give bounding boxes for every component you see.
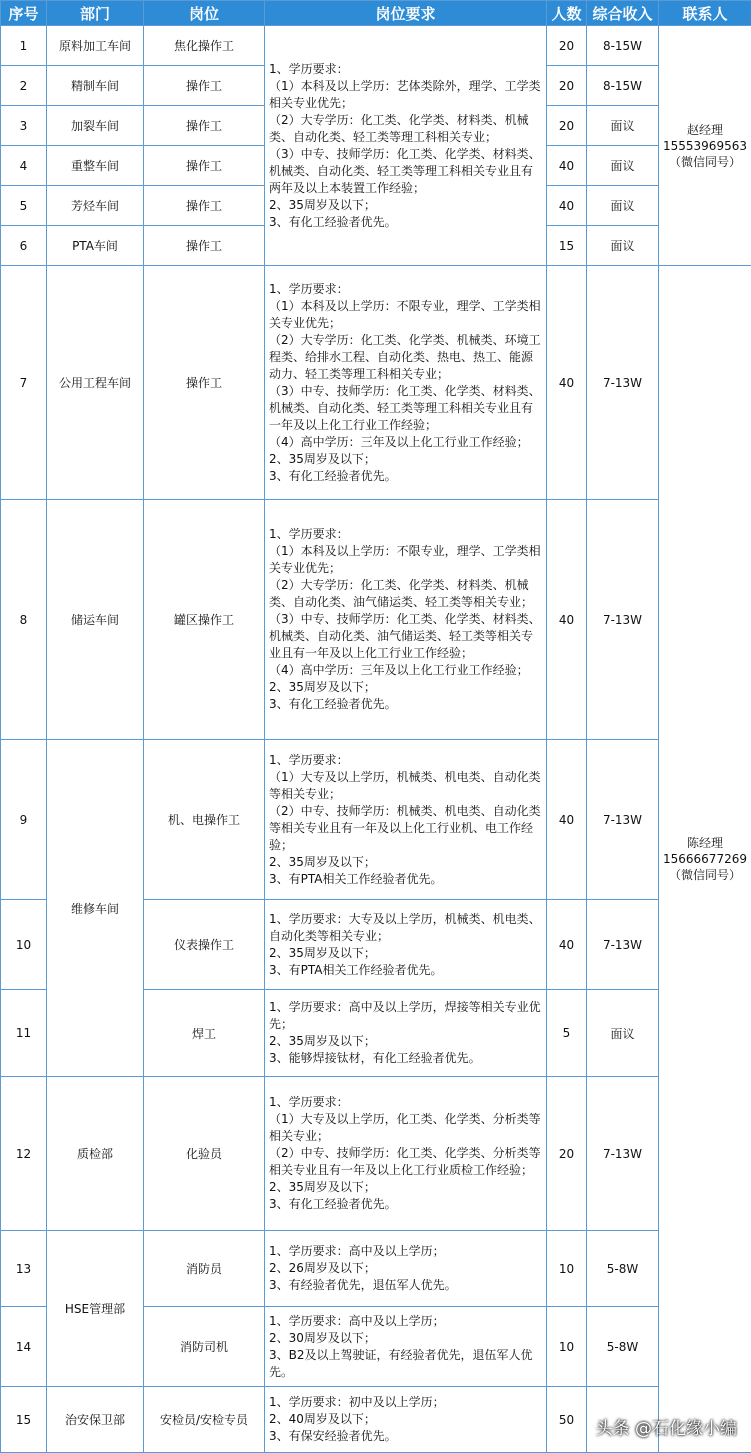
row-no: 8 <box>1 500 47 740</box>
row-count: 40 <box>547 740 587 900</box>
row-dept: PTA车间 <box>47 226 144 266</box>
row-no: 14 <box>1 1307 47 1387</box>
row-income: 7-13W <box>587 500 659 740</box>
table-row <box>1 1077 751 1231</box>
watermark-text: 头条 @石化缘小编 <box>595 1419 737 1439</box>
row-no: 6 <box>1 226 47 266</box>
row-requirements: 1、学历要求：高中及以上学历； 2、26周岁及以下； 3、有经验者优先，退伍军人优先。 <box>265 1231 547 1307</box>
row-dept: 维修车间 <box>47 740 144 1077</box>
row-income: 面议 <box>587 186 659 226</box>
row-post: 操作工 <box>144 226 265 266</box>
row-post: 罐区操作工 <box>144 500 265 740</box>
row-dept: 重整车间 <box>47 146 144 186</box>
header-dept: 部门 <box>47 1 144 26</box>
row-count: 20 <box>547 1077 587 1231</box>
row-count: 20 <box>547 26 587 66</box>
table-row <box>1 1231 751 1307</box>
header-no: 序号 <box>1 1 47 26</box>
row-post: 仪表操作工 <box>144 900 265 990</box>
header-post: 岗位 <box>144 1 265 26</box>
row-count: 40 <box>547 146 587 186</box>
row-post: 安检员/安检专员 <box>144 1387 265 1453</box>
row-post: 操作工 <box>144 266 265 500</box>
row-no: 4 <box>1 146 47 186</box>
row-post: 消防员 <box>144 1231 265 1307</box>
row-post: 机、电操作工 <box>144 740 265 900</box>
row-income: 5-8W <box>587 1231 659 1307</box>
contact-zhao: 赵经理 15553969563 （微信同号） <box>659 26 751 266</box>
row-requirements: 1、学历要求： （1）本科及以上学历：不限专业，理学、工学类相关专业优先； （2）大专学历：化工类、化学类、机械类、环境工程类、给排水工程、自动化类、热电、热工、能源动力、轻工类等理工科相关专业； （3）中专、技师学历：化工类、化学类、材料类、机械类、自动化类、轻工类等理工科相关专业且有一年及以上化工行业工作经验； （4）高中学历：三年及以上化工行业工作经验； 2、35周岁及以下； 3、有化工经验者优先。 <box>265 266 547 500</box>
row-requirements: 1、学历要求： （1）大专及以上学历，机械类、机电类、自动化类等相关专业； （2）中专、技师学历：机械类、机电类、自动化类等相关专业且有一年及以上化工行业机、电工作经验； 2、35周岁及以下； 3、有PTA相关工作经验者优先。 <box>265 740 547 900</box>
row-income: 面议 <box>587 146 659 186</box>
table-row <box>1 500 751 740</box>
row-no: 3 <box>1 106 47 146</box>
row-dept: 芳烃车间 <box>47 186 144 226</box>
row-count: 10 <box>547 1231 587 1307</box>
row-no: 1 <box>1 26 47 66</box>
row-dept: 治安保卫部 <box>47 1387 144 1453</box>
row-requirements: 1、学历要求： （1）本科及以上学历：不限专业，理学、工学类相关专业优先； （2）大专学历：化工类、化学类、材料类、机械类、自动化类、油气储运类、轻工类等相关专业； （3）中专、技师学历：化工类、化学类、材料类、机械类、自动化类、油气储运类、轻工类等相关专业且有一年及以上化工行业工作经验； （4）高中学历：三年及以上化工行业工作经验； 2、35周岁及以下； 3、有化工经验者优先。 <box>265 500 547 740</box>
row-post: 操作工 <box>144 66 265 106</box>
row-requirements: 1、学历要求：高中及以上学历； 2、30周岁及以下； 3、B2及以上驾驶证，有经验者优先，退伍军人优先。 <box>265 1307 547 1387</box>
row-requirements: 1、学历要求：初中及以上学历； 2、40周岁及以下； 3、有保安经验者优先。 <box>265 1387 547 1453</box>
row-count: 20 <box>547 66 587 106</box>
header-requirements: 岗位要求 <box>265 1 547 26</box>
row-post: 消防司机 <box>144 1307 265 1387</box>
row-count: 40 <box>547 900 587 990</box>
row-requirements: 1、学历要求：高中及以上学历，焊接等相关专业优先； 2、35周岁及以下； 3、能够焊接钛材，有化工经验者优先。 <box>265 990 547 1077</box>
row-income: 7-13W <box>587 740 659 900</box>
row-no: 12 <box>1 1077 47 1231</box>
row-post: 化验员 <box>144 1077 265 1231</box>
row-requirements: 1、学历要求：大专及以上学历，机械类、机电类、自动化类等相关专业； 2、35周岁及以下； 3、有PTA相关工作经验者优先。 <box>265 900 547 990</box>
row-income: 面议 <box>587 990 659 1077</box>
row-post: 操作工 <box>144 106 265 146</box>
row-income: 8-15W <box>587 66 659 106</box>
row-income: 7-13W <box>587 266 659 500</box>
header-contact: 联系人 <box>659 1 751 26</box>
row-dept: HSE管理部 <box>47 1231 144 1387</box>
row-dept: 质检部 <box>47 1077 144 1231</box>
row-requirements: 1、学历要求： （1）大专及以上学历，化工类、化学类、分析类等相关专业； （2）中专、技师学历：化工类、化学类、分析类等相关专业且有一年及以上化工行业质检工作经验； 2、35周岁及以下； 3、有化工经验者优先。 <box>265 1077 547 1231</box>
row-no: 10 <box>1 900 47 990</box>
row-no: 11 <box>1 990 47 1077</box>
row-count: 40 <box>547 500 587 740</box>
row-requirements: 1、学历要求： （1）本科及以上学历：艺体类除外，理学、工学类相关专业优先； （2）大专学历：化工类、化学类、材料类、机械类、自动化类、轻工类等理工科相关专业； （3）中专、技师学历：化工类、化学类、材料类、机械类、自动化类、轻工类等理工科相关专业且有两年及以上本装置工作经验； 2、35周岁及以下； 3、有化工经验者优先。 <box>265 26 547 266</box>
row-no: 15 <box>1 1387 47 1453</box>
header-count: 人数 <box>547 1 587 26</box>
header-income: 综合收入 <box>587 1 659 26</box>
row-no: 2 <box>1 66 47 106</box>
header-row <box>1 1 751 26</box>
row-count: 40 <box>547 186 587 226</box>
row-count: 40 <box>547 266 587 500</box>
row-income: 面议 <box>587 226 659 266</box>
row-income: 面议 <box>587 106 659 146</box>
row-no: 7 <box>1 266 47 500</box>
row-income: 8-15W <box>587 26 659 66</box>
row-no: 13 <box>1 1231 47 1307</box>
row-dept: 精制车间 <box>47 66 144 106</box>
row-dept: 加裂车间 <box>47 106 144 146</box>
table-row <box>1 26 751 66</box>
row-post: 操作工 <box>144 146 265 186</box>
row-no: 5 <box>1 186 47 226</box>
row-count: 5 <box>547 990 587 1077</box>
row-income: 7-13W <box>587 1077 659 1231</box>
row-income: 7-13W <box>587 900 659 990</box>
row-post: 操作工 <box>144 186 265 226</box>
row-count: 50 <box>547 1387 587 1453</box>
row-dept: 公用工程车间 <box>47 266 144 500</box>
row-count: 10 <box>547 1307 587 1387</box>
row-no: 9 <box>1 740 47 900</box>
row-post: 焦化操作工 <box>144 26 265 66</box>
row-income: 5-8W <box>587 1307 659 1387</box>
row-count: 15 <box>547 226 587 266</box>
table-row <box>1 740 751 900</box>
table-row <box>1 266 751 500</box>
contact-chen: 陈经理 15666677269 （微信同号） <box>659 266 751 1453</box>
row-count: 20 <box>547 106 587 146</box>
row-post: 焊工 <box>144 990 265 1077</box>
row-dept: 原料加工车间 <box>47 26 144 66</box>
row-dept: 储运车间 <box>47 500 144 740</box>
